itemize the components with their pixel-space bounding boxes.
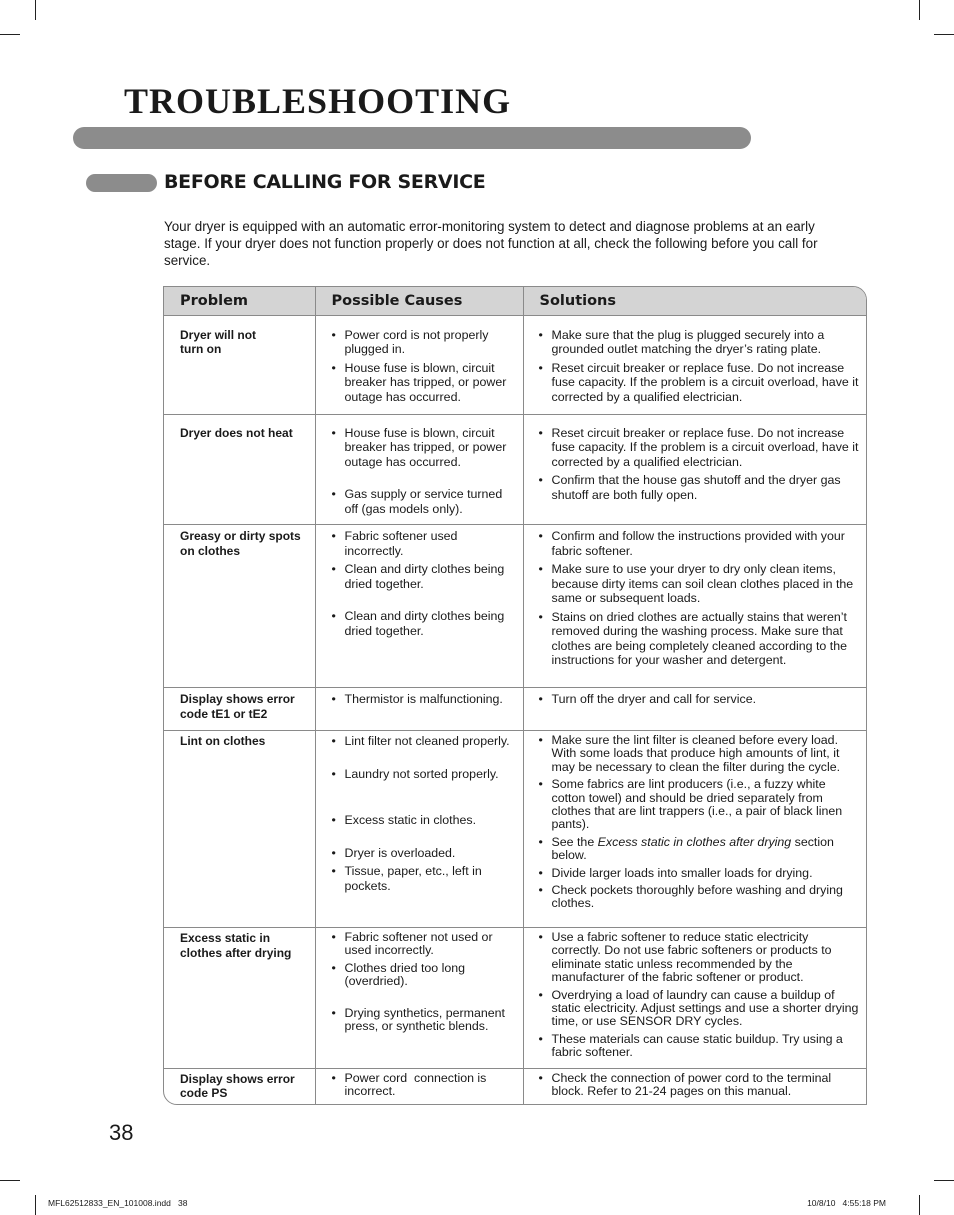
list-item: • House fuse is blown, circuit breaker has tripped, or power outage has occurred. (332, 426, 515, 470)
footer-timestamp: 10/8/10 4:55:18 PM (807, 1198, 886, 1208)
problem-cell: Excess static in clothes after drying (164, 928, 315, 1069)
causes-cell (315, 525, 523, 688)
list-item: • Power cord is not properly plugged in. (332, 328, 515, 357)
section-title: BEFORE CALLING FOR SERVICE (164, 171, 486, 193)
list-item: • Dryer is overloaded. (332, 846, 515, 861)
list-item: • Overdrying a load of laundry can cause a buildup of static electricity. Adjust settings and use a shorter drying time, or use SENSOR DRY cycles. (539, 989, 861, 1029)
list-item: • Clean and dirty clothes being dried together. (332, 562, 515, 591)
crop-mark (0, 1180, 20, 1181)
page-number: 38 (109, 1120, 134, 1145)
crop-mark (919, 1195, 920, 1215)
page-title: TROUBLESHOOTING (124, 81, 512, 121)
list-item: • House fuse is blown, circuit breaker has tripped, or power outage has occurred. (332, 361, 515, 405)
causes-cell (315, 1068, 523, 1105)
problem-cell: Dryer does not heat (164, 414, 315, 525)
list-item: • Fabric softener not used or used incorrectly. (332, 931, 515, 958)
solutions-cell (523, 928, 866, 1069)
list-item: • Thermistor is malfunctioning. (332, 692, 515, 707)
list-item: • Power cord connection is incorrect. (332, 1072, 515, 1099)
crop-mark (0, 34, 20, 35)
crop-mark (919, 0, 920, 20)
title-underline-bar (73, 127, 751, 149)
solutions-cell (523, 525, 866, 688)
header-solutions: Solutions (523, 287, 866, 315)
problem-cell: Dryer will not turn on (180, 327, 257, 356)
list-item: • Drying synthetics, permanent press, or synthetic blends. (332, 1007, 515, 1034)
header-possible-causes: Possible Causes (315, 287, 523, 315)
list-item: • Clothes dried too long (overdried). (332, 962, 515, 989)
list-item: • Excess static in clothes. (332, 813, 515, 828)
problem-cell: Lint on clothes (164, 731, 315, 928)
table-row (164, 414, 866, 525)
list-item: • Laundry not sorted properly. (332, 767, 515, 782)
list-item: • Confirm that the house gas shutoff and the dryer gas shutoff are both fully open. (539, 473, 861, 502)
table-row (164, 315, 866, 414)
list-item: • Turn off the dryer and call for service. (539, 692, 861, 707)
solutions-cell (523, 414, 866, 525)
list-item: • Some fabrics are lint producers (i.e., a fuzzy white cotton towel) and should be dried separately from clothes that are lint trappers (i.e., a pair of black linen pants). (539, 778, 861, 832)
list-item: • See the Excess static in clothes after drying section below. (539, 836, 861, 863)
list-item: • Tissue, paper, etc., left in pockets. (332, 864, 515, 893)
intro-paragraph: Your dryer is equipped with an automatic error-monitoring system to detect and diagnose problems at an early stage. If your dryer does not function properly or does not function at all, check the following before you call for service. (164, 219, 818, 268)
list-item: • These materials can cause static buildup. Try using a fabric softener. (539, 1033, 861, 1060)
list-item: • Make sure to use your dryer to dry only clean items, because dirty items can soil clean clothes placed in the same or subsequent loads. (539, 562, 861, 606)
causes-cell (315, 315, 523, 414)
list-item: • Use a fabric softener to reduce static electricity correctly. Do not use fabric softeners or products to eliminate static unless recommended by the manufacturer of the fabric softener or product. (539, 931, 861, 985)
list-item: • Confirm and follow the instructions provided with your fabric softener. (539, 529, 861, 558)
list-item: • Reset circuit breaker or replace fuse. Do not increase fuse capacity. If the problem is a circuit overload, have it corrected by a qualified electrician. (539, 426, 861, 470)
table-header-row (164, 287, 866, 315)
table-row (164, 688, 866, 731)
problem-cell: Display shows error code PS (164, 1068, 315, 1105)
causes-cell (315, 414, 523, 525)
list-item: • Check the connection of power cord to the terminal block. Refer to 21-24 pages on this manual. (539, 1072, 861, 1099)
list-item: • Fabric softener used incorrectly. (332, 529, 515, 558)
crop-mark (934, 34, 954, 35)
troubleshooting-table (163, 286, 867, 1105)
crop-mark (35, 1195, 36, 1215)
table-row (164, 1068, 866, 1105)
solutions-cell (523, 688, 866, 731)
list-item: • Stains on dried clothes are actually stains that weren’t removed during the washing process. Make sure that clothes are being completely cleaned according to the instructions for your washer and detergent. (539, 610, 861, 668)
section-marker (86, 174, 157, 192)
causes-cell (315, 928, 523, 1069)
header-problem: Problem (164, 287, 315, 315)
solutions-cell (523, 731, 866, 928)
crop-mark (934, 1180, 954, 1181)
list-item: • Reset circuit breaker or replace fuse. Do not increase fuse capacity. If the problem is a circuit overload, have it corrected by a qualified electrician. (539, 361, 861, 405)
list-item: • Gas supply or service turned off (gas models only). (332, 487, 515, 516)
problem-cell: Display shows error code tE1 or tE2 (164, 688, 315, 731)
solutions-cell (523, 315, 866, 414)
table-row (164, 731, 866, 928)
list-item: • Check pockets thoroughly before washing and drying clothes. (539, 884, 861, 911)
table-row (164, 525, 866, 688)
problem-cell: Greasy or dirty spots on clothes (164, 525, 315, 688)
list-item: • Lint filter not cleaned properly. (332, 734, 515, 749)
footer-file-name: MFL62512833_EN_101008.indd 38 (48, 1198, 188, 1208)
list-item: • Make sure the lint filter is cleaned before every load. With some loads that produce high amounts of lint, it may be necessary to clean the filter during the cycle. (539, 734, 861, 774)
causes-cell (315, 731, 523, 928)
solutions-cell (523, 1068, 866, 1105)
crop-mark (35, 0, 36, 20)
list-item: • Clean and dirty clothes being dried together. (332, 609, 515, 638)
list-item: • Divide larger loads into smaller loads for drying. (539, 867, 861, 880)
table-row (164, 928, 866, 1069)
list-item: • Make sure that the plug is plugged securely into a grounded outlet matching the dryer’s rating plate. (539, 328, 861, 357)
causes-cell (315, 688, 523, 731)
